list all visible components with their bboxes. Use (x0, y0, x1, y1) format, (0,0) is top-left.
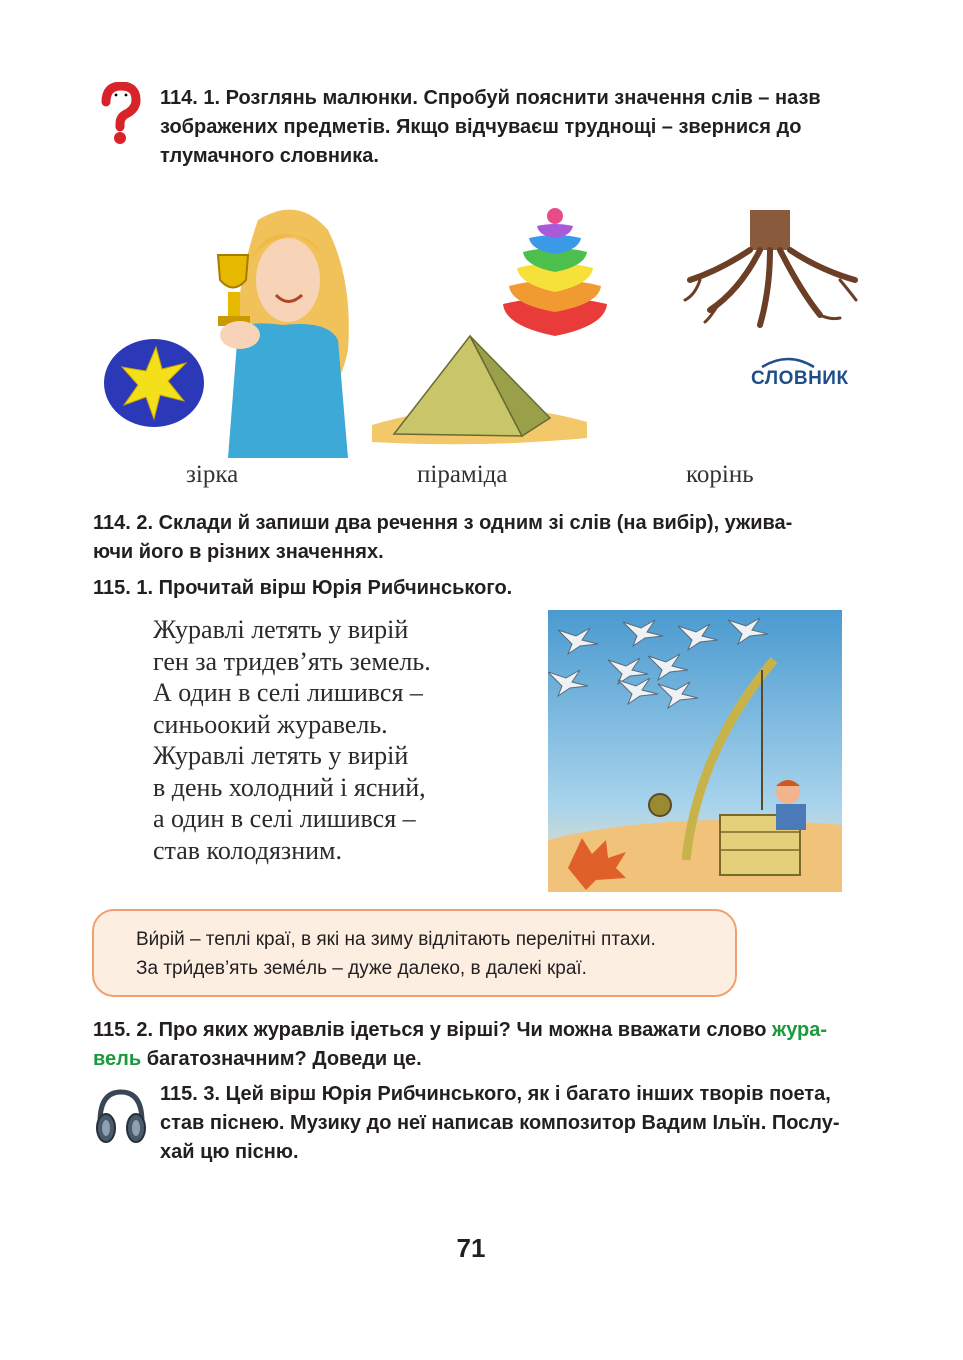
task-115-2 (93, 1016, 883, 1074)
page-number: 71 (456, 1233, 486, 1263)
task-115-3-line: став піснею. Музику до неї написав композитор Вадим Ільїн. Послу- (160, 1112, 840, 1134)
highlight-word: жура- (772, 1019, 828, 1041)
highlight-word: вель (93, 1048, 142, 1070)
task-text: Розглянь малюнки. Спробуй пояснити значення слів – назв (225, 87, 821, 109)
task-115-2-line (93, 1016, 883, 1045)
poem (153, 614, 431, 866)
glossary-line: За три́дев’ять земе́ль – дуже далеко, в далекі краї. (136, 958, 587, 979)
caption-pyramid: піраміда (417, 461, 508, 488)
task-114-1-line (160, 84, 880, 113)
stacking-toy-illustration (495, 208, 615, 338)
task-114-1 (160, 84, 880, 171)
question-mark-icon (94, 82, 144, 146)
cranes-well-illustration (548, 610, 842, 892)
glossary-box (92, 909, 737, 997)
girl-with-trophy-illustration (188, 200, 368, 458)
poem-line: А один в селі лишився – (153, 678, 423, 707)
poem-line: в день холодний і ясний, (153, 772, 426, 802)
task-115-3-line: 115. 3. Цей вірш Юрія Рибчинського, як і багато інших творів поета, (160, 1083, 831, 1105)
task-115-3-line: хай цю пісню. (160, 1141, 299, 1163)
poem-line: а один в селі лишився – (153, 804, 416, 833)
task-115-2-text: багатозначним? Доведи це. (141, 1048, 422, 1070)
task-114-2-line: ючи його в різних значеннях. (93, 541, 384, 563)
task-114-1-line: зображених предметів. Якщо відчуваєш труднощі – звернися до (160, 116, 802, 138)
dictionary-arc (758, 355, 818, 369)
tree-root-illustration (680, 210, 860, 328)
task-114-2 (93, 509, 873, 567)
task-114-2-line: 114. 2. Склади й запиши два речення з одним зі слів (на вибір), ужива- (93, 512, 793, 534)
task-115-2-line (93, 1045, 883, 1074)
poem-line: ген за тридев’ять земель. (153, 646, 431, 676)
task-number: 114. 1. (160, 87, 221, 109)
poem-line: синьоокий журавель. (153, 709, 388, 739)
poem-line: став колодязним. (153, 835, 342, 865)
task-115-2-text: 115. 2. Про яких журавлів ідеться у вірші? Чи можна вважати слово (93, 1019, 773, 1041)
caption-root: корінь (686, 461, 754, 488)
caption-star: зірка (186, 461, 239, 488)
pyramid-illustration (372, 330, 592, 448)
dictionary-label: СЛОВНИК (751, 368, 849, 389)
task-115-1: 115. 1. Прочитай вірш Юрія Рибчинського. (93, 577, 513, 599)
headphones-icon (92, 1088, 150, 1144)
task-115-3 (160, 1080, 880, 1167)
task-114-1-line: тлумачного словника. (160, 145, 379, 167)
poem-line: Журавлі летять у вирій (153, 615, 409, 644)
glossary-line: Ви́рій – теплі краї, в які на зиму відлітають перелітні птахи. (136, 929, 656, 950)
poem-line: Журавлі летять у вирій (153, 741, 409, 770)
